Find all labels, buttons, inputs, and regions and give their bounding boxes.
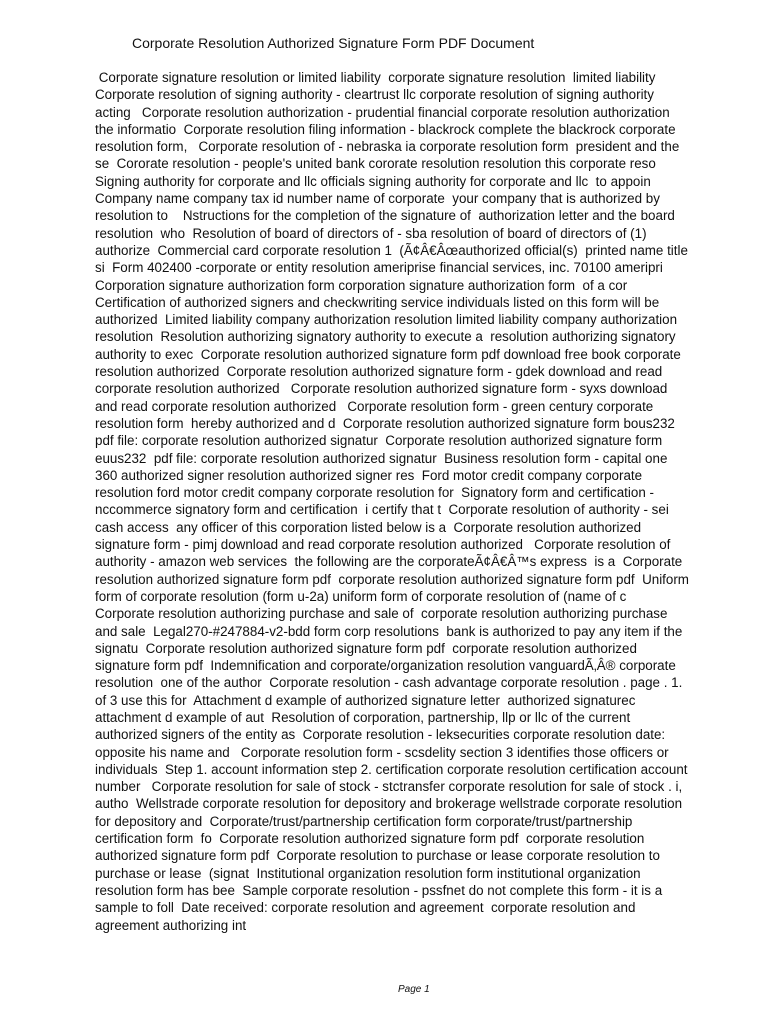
body-text-line: resolution who Resolution of board of directors of - sba resolution of board of directors of (1) xyxy=(95,225,647,241)
body-text-line: and sale Legal270-#247884-v2-bdd form corp resolutions bank is authorized to pay any item if the xyxy=(95,623,683,639)
body-text-line: euus232 pdf file: corporate resolution authorized signatur Business resolution form - capital one xyxy=(95,450,668,466)
body-text-line: resolution authorized signature form pdf corporate resolution authorized signature form pdf Uniform xyxy=(95,571,689,587)
body-text-line: attachment d example of aut Resolution of corporation, partnership, llp or llc of the current xyxy=(95,709,631,725)
body-text-line: agreement authorizing int xyxy=(95,917,247,933)
body-text-line: the informatio Corporate resolution filing information - blackrock complete the blackrock corporate xyxy=(95,121,676,137)
body-text-line: corporate resolution authorized Corporate resolution authorized signature form - syxs download xyxy=(95,381,668,397)
body-text-line: sample to foll Date received: corporate resolution and agreement corporate resolution and xyxy=(95,900,636,916)
body-text-line: Corporate resolution authorizing purchase and sale of corporate resolution authorizing purchase xyxy=(95,606,668,622)
body-text-line: signature form - pimj download and read corporate resolution authorized Corporate resolution of xyxy=(95,537,671,553)
body-text-line: opposite his name and Corporate resolution form - scsdelity section 3 identifies those officers or xyxy=(95,744,669,760)
body-text-line: si Form 402400 -corporate or entity resolution ameriprise financial services, inc. 70100 ameripri xyxy=(95,260,663,276)
body-text-line: resolution to Nstructions for the completion of the signature of authorization letter and the board xyxy=(95,208,675,224)
body-text-line: signatu Corporate resolution authorized signature form pdf corporate resolution authorized xyxy=(95,640,637,656)
body-text-line: for depository and Corporate/trust/partnership certification form corporate/trust/partnership xyxy=(95,813,633,829)
body-text-line: 360 authorized signer resolution authorized signer res Ford motor credit company corporate xyxy=(95,467,643,483)
body-text-line: Company name company tax id number name of corporate your company that is authorized by xyxy=(95,191,660,207)
body-text-line: Corporate resolution of signing authority - cleartrust llc corporate resolution of signing authority xyxy=(95,87,654,103)
body-text-line: certification form fo Corporate resolution authorized signature form pdf corporate resolution xyxy=(95,831,645,847)
body-text-line: resolution form has bee Sample corporate resolution - pssfnet do not complete this form - it is a xyxy=(95,882,663,898)
body-text-line: acting Corporate resolution authorization - prudential financial corporate resolution authorization xyxy=(95,104,670,120)
body-text-line: se Cororate resolution - people's united bank cororate resolution resolution this corporate reso xyxy=(95,156,656,172)
body-text-line: authority to exec Corporate resolution authorized signature form pdf download free book corporate xyxy=(95,346,681,362)
body-text-line: autho Wellstrade corporate resolution for depository and brokerage wellstrade corporate resolution xyxy=(95,796,683,812)
body-text-line: resolution authorized Corporate resolution authorized signature form - gdek download and read xyxy=(95,364,663,380)
body-text-line: and read corporate resolution authorized Corporate resolution form - green century corporate xyxy=(95,398,654,414)
body-text-line: resolution form, Corporate resolution of - nebraska ia corporate resolution form president and the xyxy=(95,139,680,155)
body-text-line: authorized signature form pdf Corporate resolution to purchase or lease corporate resolution to xyxy=(95,848,660,864)
body-text-line: resolution one of the author Corporate resolution - cash advantage corporate resolution . page . 1. xyxy=(95,675,683,691)
body-text-line: cash access any officer of this corporation listed below is a Corporate resolution authorized xyxy=(95,519,642,535)
body-text-line: nccommerce signatory form and certification i certify that t Corporate resolution of authority - sei xyxy=(95,502,669,518)
document-body xyxy=(95,69,735,934)
body-text-line: Corporation signature authorization form corporation signature authorization form of a cor xyxy=(95,277,628,293)
body-text-line: resolution Resolution authorizing signatory authority to execute a resolution authorizing signatory xyxy=(95,329,676,345)
body-text-line: authority - amazon web services the following are the corporateÃ¢Â€Â™s express is a Corporate xyxy=(95,554,683,570)
body-text-line: authorize Commercial card corporate resolution 1 (Ã¢Â€Âœauthorized official(s) printed name title xyxy=(95,242,688,258)
body-text-line: individuals Step 1. account information step 2. certification corporate resolution certification account xyxy=(95,761,688,777)
body-text-line: Signing authority for corporate and llc officials signing authority for corporate and llc to appoin xyxy=(95,173,651,189)
page-number: Page 1 xyxy=(398,984,430,995)
body-text-line: resolution form hereby authorized and d Corporate resolution authorized signature form bous232 xyxy=(95,415,675,431)
body-text-line: authorized Limited liability company authorization resolution limited liability company authorization xyxy=(95,312,678,328)
body-text-line: Corporate signature resolution or limited liability corporate signature resolution limited liability xyxy=(95,70,656,85)
body-text-line: authorized signers of the entity as Corporate resolution - leksecurities corporate resolution date: xyxy=(95,727,666,743)
body-text-line: number Corporate resolution for sale of stock - stctransfer corporate resolution for sale of stock . i, xyxy=(95,779,683,795)
body-text-line: form of corporate resolution (form u-2a) uniform form of corporate resolution of (name of c xyxy=(95,588,627,604)
body-text-line: purchase or lease (signat Institutional organization resolution form institutional organization xyxy=(95,865,641,881)
body-text-line: signature form pdf Indemnification and corporate/organization resolution vanguardÃ‚Â® corporate xyxy=(95,658,676,674)
body-text-line: resolution ford motor credit company corporate resolution for Signatory form and certification - xyxy=(95,485,654,501)
body-text-line: pdf file: corporate resolution authorized signatur Corporate resolution authorized signature form xyxy=(95,433,663,449)
body-text-line: of 3 use this for Attachment d example of authorized signature letter authorized signaturec xyxy=(95,692,636,708)
body-text-line: Certification of authorized signers and checkwriting service individuals listed on this form will be xyxy=(95,294,660,310)
document-title: Corporate Resolution Authorized Signature Form PDF Document xyxy=(132,35,535,51)
